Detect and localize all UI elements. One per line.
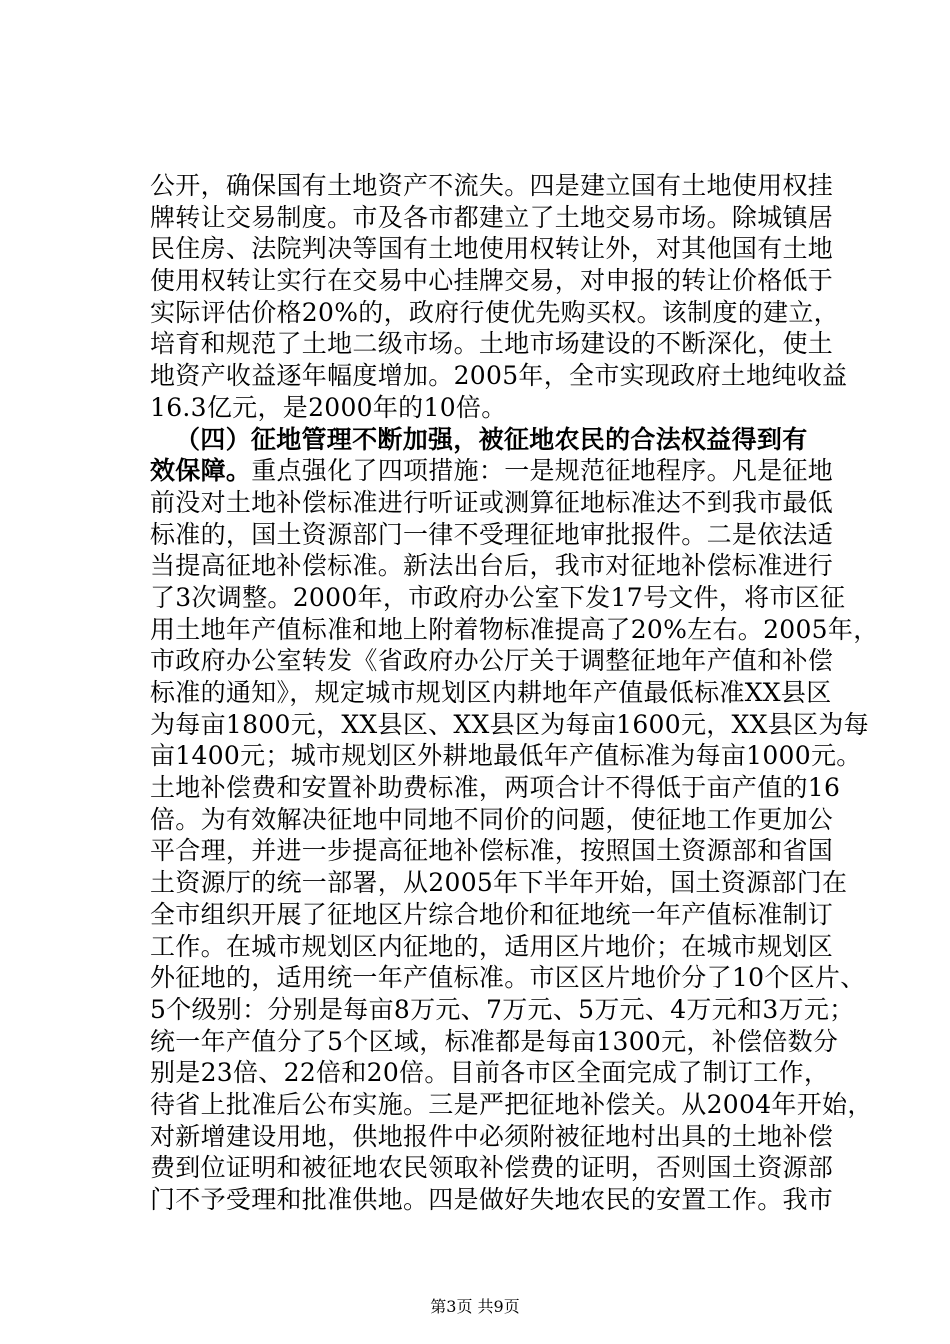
- text-line: [150, 899, 835, 931]
- line-text: 公开，确保国有土地资产不流失。四是建立国有土地使用权挂: [150, 171, 834, 200]
- text-line: [150, 645, 835, 677]
- line-text: 对新增建设用地，供地报件中必须附被征地村出具的土地补偿: [150, 1121, 834, 1151]
- bold-heading: 效保障。: [150, 456, 252, 486]
- line-text: 平合理，并进一步提高征地补偿标准，按照国土资源部和省国: [150, 836, 834, 866]
- text-line: [150, 962, 866, 994]
- text-line: [150, 994, 855, 1026]
- line-text: 为每亩1800元，XX县区、XX县区为每亩1600元，XX县区为每: [150, 709, 869, 739]
- text-line: [150, 519, 835, 551]
- text-line: [150, 233, 835, 265]
- body-text: [150, 170, 879, 1216]
- line-text: 16.3亿元，是2000年的10倍。: [150, 392, 507, 422]
- text-line: [150, 931, 835, 963]
- line-text: 地资产收益逐年幅度增加。2005年，全市实现政府土地纯收益: [150, 361, 848, 391]
- text-line: [150, 677, 835, 709]
- text-line: [150, 455, 835, 487]
- text-line: [150, 487, 835, 519]
- text-line: [150, 835, 835, 867]
- text-line: [150, 804, 835, 836]
- line-text: 前没对土地补偿标准进行听证或测算征地标准达不到我市最低: [150, 487, 834, 517]
- text-line: [150, 709, 869, 741]
- line-text: 标准的通知》，规定城市规划区内耕地年产值最低标准XX县区: [150, 678, 832, 707]
- line-text: 统一年产值分了5个区域，标准都是每亩1300元，补偿倍数分: [150, 1026, 839, 1056]
- text-line: [150, 360, 848, 392]
- line-text: 重点强化了四项措施：一是规范征地程序。凡是征地: [251, 456, 834, 486]
- line-text: 工作。在城市规划区内征地的，适用区片地价；在城市规划区: [150, 931, 834, 961]
- text-line: [150, 772, 841, 804]
- line-text: 市政府办公室转发《省政府办公厅关于调整征地年产值和补偿: [150, 646, 834, 676]
- line-text: 别是23倍、22倍和20倍。目前各市区全面完成了制订工作，: [150, 1058, 830, 1088]
- text-line: [150, 740, 862, 772]
- text-line: [150, 328, 835, 360]
- line-text: 全市组织开展了征地区片综合地价和征地统一年产值标准制订: [150, 899, 834, 929]
- line-text: 用土地年产值标准和地上附着物标准提高了20%左右。2005年，: [150, 614, 879, 644]
- line-text: 门不予受理和批准供地。四是做好失地农民的安置工作。我市: [150, 1185, 834, 1214]
- text-line: [150, 1089, 873, 1121]
- text-line: [150, 265, 835, 297]
- text-line: [150, 867, 848, 899]
- line-text: 待省上批准后公布实施。三是严把征地补偿关。从2004年开始，: [150, 1089, 873, 1119]
- text-line: [150, 1026, 839, 1058]
- line-text: 费到位证明和被征地农民领取补偿费的证明，否则国土资源部: [150, 1153, 834, 1183]
- text-line: [150, 392, 835, 424]
- text-line: [150, 1121, 835, 1153]
- line-text: 培育和规范了土地二级市场。土地市场建设的不断深化，使土: [150, 329, 834, 359]
- line-text: 倍。为有效解决征地中同地不同价的问题，使征地工作更加公: [150, 804, 834, 834]
- line-text: 5个级别：分别是每亩8万元、7万元、5万元、4万元和3万元；: [150, 994, 855, 1024]
- text-line: [150, 424, 835, 456]
- bold-heading: （四）征地管理不断加强，被征地农民的合法权益得到有: [175, 424, 808, 454]
- text-line: [150, 170, 835, 202]
- line-text: 土资源厅的统一部署，从2005年下半年开始，国土资源部门在: [150, 868, 848, 898]
- line-text: 外征地的，适用统一年产值标准。市区区片地价分了10个区片、: [150, 963, 866, 993]
- text-line: [150, 297, 839, 329]
- line-text: 标准的，国土资源部门一律不受理征地审批报件。二是依法适: [150, 519, 834, 549]
- line-text: 实际评估价格20%的，政府行使优先购买权。该制度的建立，: [150, 297, 839, 327]
- text-line: [150, 582, 846, 614]
- line-text: 当提高征地补偿标准。新法出台后，我市对征地补偿标准进行: [150, 551, 834, 581]
- text-line: [150, 202, 835, 234]
- line-text: 牌转让交易制度。市及各市都建立了土地交易市场。除城镇居: [150, 202, 834, 232]
- line-text: 使用权转让实行在交易中心挂牌交易，对申报的转让价格低于: [150, 266, 834, 296]
- text-line: [150, 614, 879, 646]
- text-line: [150, 1057, 835, 1089]
- page-footer: 第3页 共9页: [430, 1297, 520, 1316]
- line-text: 亩1400元；城市规划区外耕地最低年产值标准为每亩1000元。: [150, 741, 862, 771]
- line-text: 土地补偿费和安置补助费标准，两项合计不得低于亩产值的16: [150, 773, 841, 803]
- text-line: [150, 1184, 835, 1216]
- text-line: [150, 1152, 835, 1184]
- text-line: [150, 550, 835, 582]
- line-text: 民住房、法院判决等国有土地使用权转让外，对其他国有土地: [150, 234, 834, 264]
- line-text: 了3次调整。2000年，市政府办公室下发17号文件，将市区征: [150, 582, 846, 612]
